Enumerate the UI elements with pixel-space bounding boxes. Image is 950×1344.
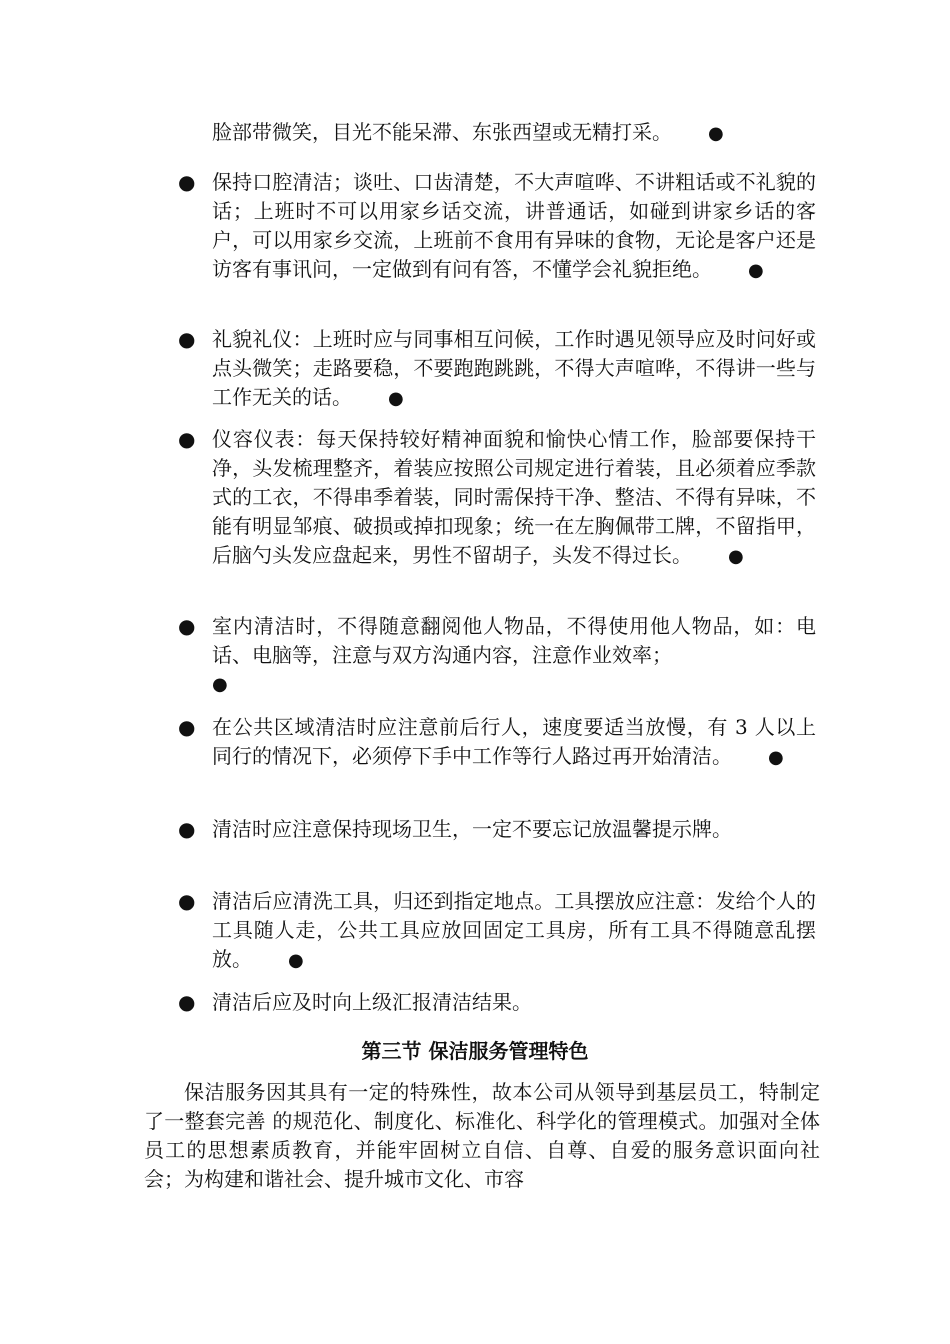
list-item (178, 325, 818, 413)
bullet-icon: ● (178, 327, 196, 351)
list-item-text: 在公共区域清洁时应注意前后行人，速度要适当放慢，有 3 人以上同行的情况下，必须停下手中工作等行人路过再开始清洁。 ● (212, 713, 816, 772)
bullet-icon: ● (178, 817, 196, 841)
continued-text: 脸部带微笑，目光不能呆滞、东张西望或无精打采。 (212, 120, 672, 144)
trailing-bullet-icon: ● (748, 260, 764, 281)
list-item-text: 清洁后应清洗工具，归还到指定地点。工具摆放应注意：发给个人的工具随人走，公共工具应放回固定工具房，所有工具不得随意乱摆放。 ● (212, 887, 816, 975)
list-item (178, 988, 818, 1017)
trailing-bullet-icon: ● (212, 674, 228, 695)
list-item (178, 713, 818, 772)
bullet-icon: ● (178, 715, 196, 739)
trailing-bullet-icon: ● (728, 546, 744, 567)
trailing-bullet-icon: ● (708, 123, 724, 144)
list-item-text: 礼貌礼仪：上班时应与同事相互问候，工作时遇见领导应及时问好或点头微笑；走路要稳，不要跑跑跳跳，不得大声喧哗，不得讲一些与工作无关的话。 ● (212, 325, 816, 413)
bullet-icon: ● (178, 170, 196, 194)
bullet-icon: ● (178, 990, 196, 1014)
trailing-bullet-icon: ● (768, 747, 784, 768)
list-item-text: 清洁后应及时向上级汇报清洁结果。 (212, 990, 532, 1014)
list-item (178, 887, 818, 975)
list-item-text: 清洁时应注意保持现场卫生，一定不要忘记放温馨提示牌。 (212, 817, 732, 841)
bullet-icon: ● (178, 614, 196, 638)
list-item (178, 612, 818, 699)
trailing-bullet-icon: ● (388, 388, 404, 409)
trailing-bullet-icon: ● (288, 950, 304, 971)
bullet-icon: ● (178, 427, 196, 451)
section-heading: 第三节 保洁服务管理特色 (361, 1039, 589, 1063)
list-item-text: 室内清洁时，不得随意翻阅他人物品，不得使用他人物品，如：电话、电脑等，注意与双方沟通内容，注意作业效率； ● (212, 612, 816, 699)
list-item (178, 815, 818, 844)
bullet-icon: ● (178, 889, 196, 913)
list-item-text: 仪容仪表：每天保持较好精神面貌和愉快心情工作，脸部要保持干净，头发梳理整齐，着装应按照公司规定进行着装，且必须着应季款式的工衣，不得串季着装，同时需保持干净、整洁、不得有异味，不能有明显邹痕、破损或掉扣现象；统一在左胸佩带工牌，不留指甲，后脑勺头发应盘起来，男性不留胡子，头发不得过长。 ● (212, 425, 816, 571)
body-paragraph: 保洁服务因其具有一定的特殊性，故本公司从领导到基层员工，特制定了一整套完善 的规范化、制度化、标准化、科学化的管理模式。加强对全体员工的思想素质教育，并能牢固树立自信、自尊、自爱的服务意识面向社会；为构建和谐社会、提升城市文化、市容 (144, 1080, 820, 1191)
list-item (178, 168, 818, 285)
list-item (178, 425, 818, 571)
continued-paragraph (212, 118, 812, 148)
list-item-text: 保持口腔清洁；谈吐、口齿清楚，不大声喧哗、不讲粗话或不礼貌的话；上班时不可以用家乡话交流，讲普通话，如碰到讲家乡话的客户，可以用家乡交流，上班前不食用有异味的食物，无论是客户还是访客有事讯问，一定做到有问有答，不懂学会礼貌拒绝。 ● (212, 168, 816, 285)
